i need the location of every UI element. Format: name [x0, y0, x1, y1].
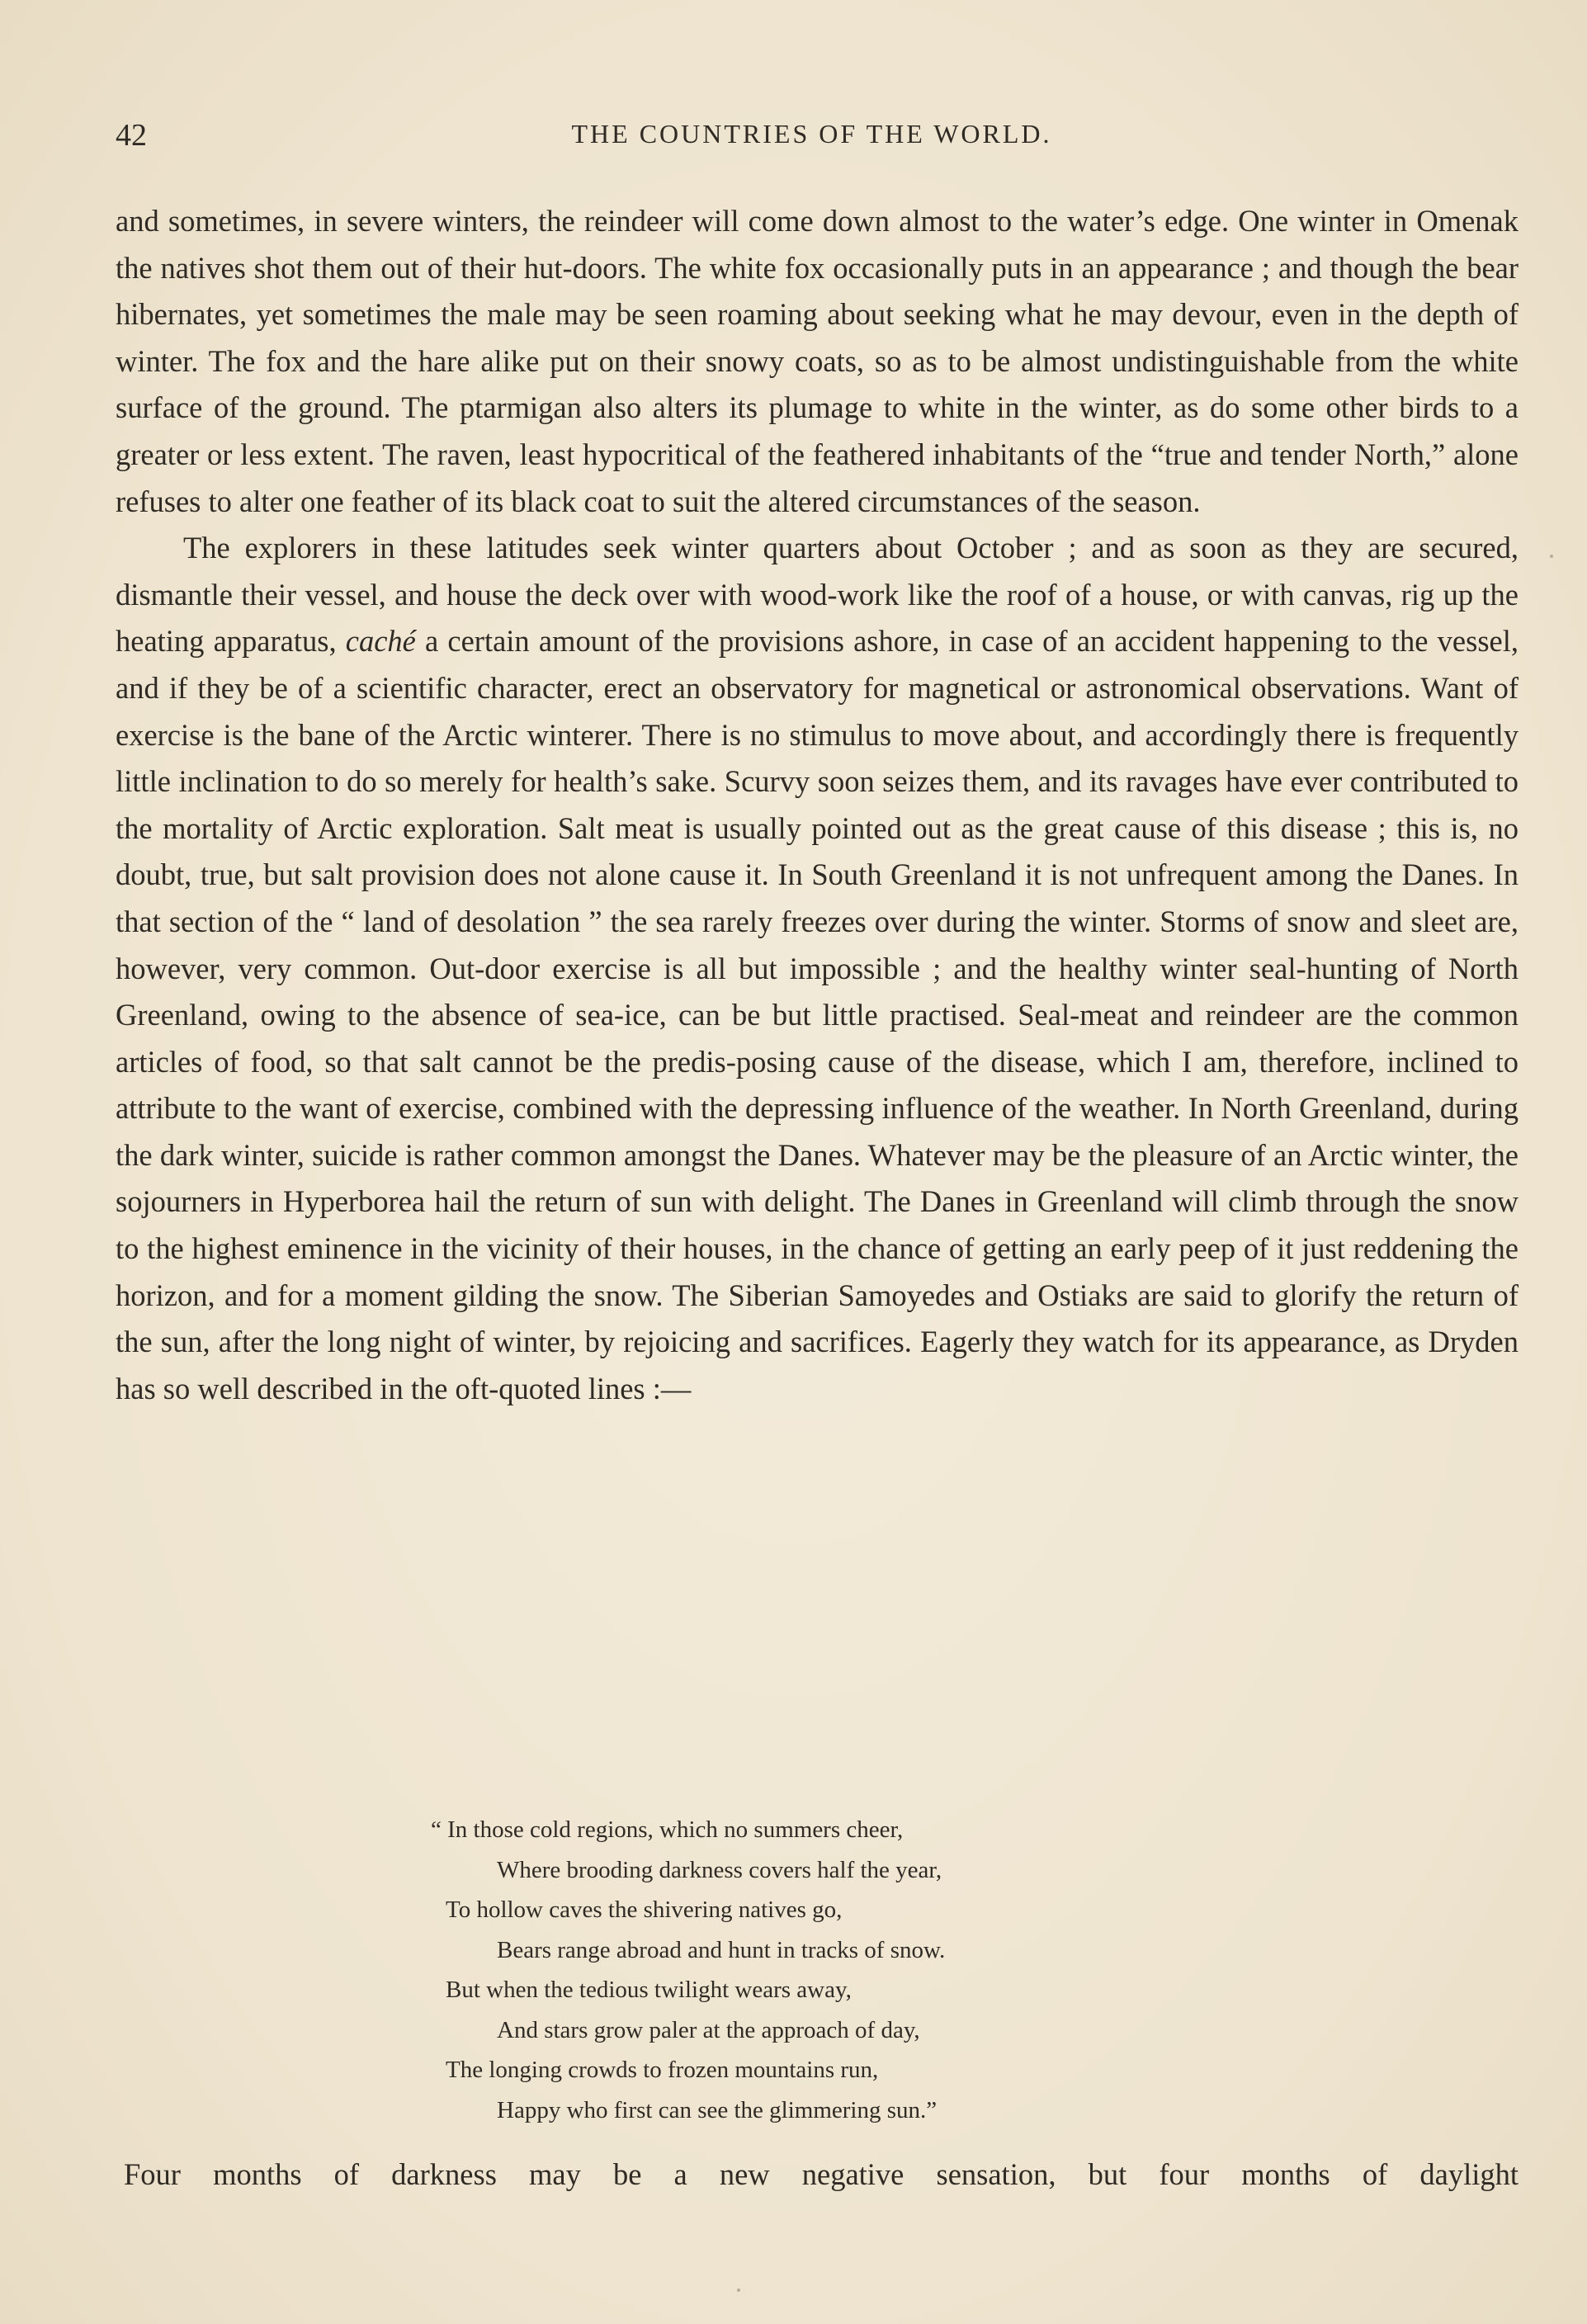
running-title: THE COUNTRIES OF THE WORLD. — [571, 119, 1052, 149]
poem-line: “ In those cold regions, which no summers cheer, — [431, 1816, 904, 1843]
poem-line: And stars grow paler at the approach of day, — [497, 2016, 920, 2043]
body-text — [116, 198, 1519, 1412]
poem-line: To hollow caves the shivering natives go, — [446, 1897, 843, 1923]
continuation-line: Four months of darkness may be a new negative sensation, but four months of daylight — [124, 2157, 1519, 2191]
poem-line: Happy who first can see the glimmering sun.” — [497, 2096, 938, 2123]
paragraph-2-start: The explorers in these latitudes seek winter quarters about October ; and as soon as they are secured, dismantle their vessel, and house the deck over with wood-work like the roof of a house, or with canvas, rig up the heating apparatus, — [116, 531, 1519, 659]
paper-speck — [1550, 555, 1553, 558]
poem-line: Bears range abroad and hunt in tracks of snow. — [497, 1936, 946, 1963]
poem-line: But when the tedious twilight wears away, — [446, 1977, 852, 2003]
page-header — [116, 117, 1508, 158]
page-number: 42 — [116, 118, 147, 153]
paper-speck — [737, 2289, 740, 2292]
paragraph-1: and sometimes, in severe winters, the reindeer will come down almost to the water’s edge. One winter in Omenak the natives shot them out of their hut-doors. The white fox occasionally puts in an appearance ; and though the bear hibernates, yet sometimes the male may be seen roaming about seeking what he may devour, even in the depth of winter. The fox and the hare alike put on their snowy coats, so as to be almost undistinguishable from the white surface of the ground. The ptarmigan also alters its plumage to white in the winter, as do some other birds to a greater or less extent. The raven, least hypocritical of the feathered inhabitants of the “true and tender North,” alone refuses to alter one feather of its black coat to suit the altered circumstances of the season. — [116, 204, 1519, 518]
paragraph-2-rest: a certain amount of the provisions ashore, in case of an accident happening to the vessel, and if they be of a scientific character, erect an observatory for magnetical or astronomical observations. Want of exercise is the bane of the Arctic winterer. There is no stimulus to move about, and accordingly there is frequently little inclination to do so merely for health’s sake. Scurvy soon seizes them, and its ravages have ever contributed to the mortality of Arctic exploration. Salt meat is usually pointed out as the great cause of this disease ; this is, no doubt, true, but salt provision does not alone cause it. In South Greenland it is not unfrequent among the Danes. In that section of the “ land of desolation ” the sea rarely freezes over during the winter. Storms of snow and sleet are, however, very common. Out-door exercise is all but impossible ; and the healthy winter seal-hunting of North Greenland, owing to the absence of sea-ice, can be but little practised. Seal-meat and reindeer are the common articles of food, so that salt cannot be the predis-posing cause of the disease, which I am, therefore, inclined to attribute to the want of exercise, combined with the depressing influence of the weather. In North Greenland, during the dark winter, suicide is rather common amongst the Danes. Whatever may be the pleasure of an Arctic winter, the sojourners in Hyperborea hail the return of sun with delight. The Danes in Greenland will climb through the snow to the highest eminence in the vicinity of their houses, in the chance of getting an early peep of it just reddening the horizon, and for a moment gilding the snow. The Siberian Samoyedes and Ostiaks are said to glorify the return of the sun, after the long night of winter, by rejoicing and sacrifices. Eagerly they watch for its appearance, as Dryden has so well described in the oft-quoted lines :— — [116, 624, 1519, 1405]
paragraph-2 — [116, 525, 1519, 1412]
italic-word-cache: caché — [345, 624, 416, 659]
poem-quotation — [431, 1810, 946, 2130]
poem-line: Where brooding darkness covers half the year, — [497, 1856, 942, 1883]
poem-line: The longing crowds to frozen mountains run, — [446, 2057, 879, 2083]
